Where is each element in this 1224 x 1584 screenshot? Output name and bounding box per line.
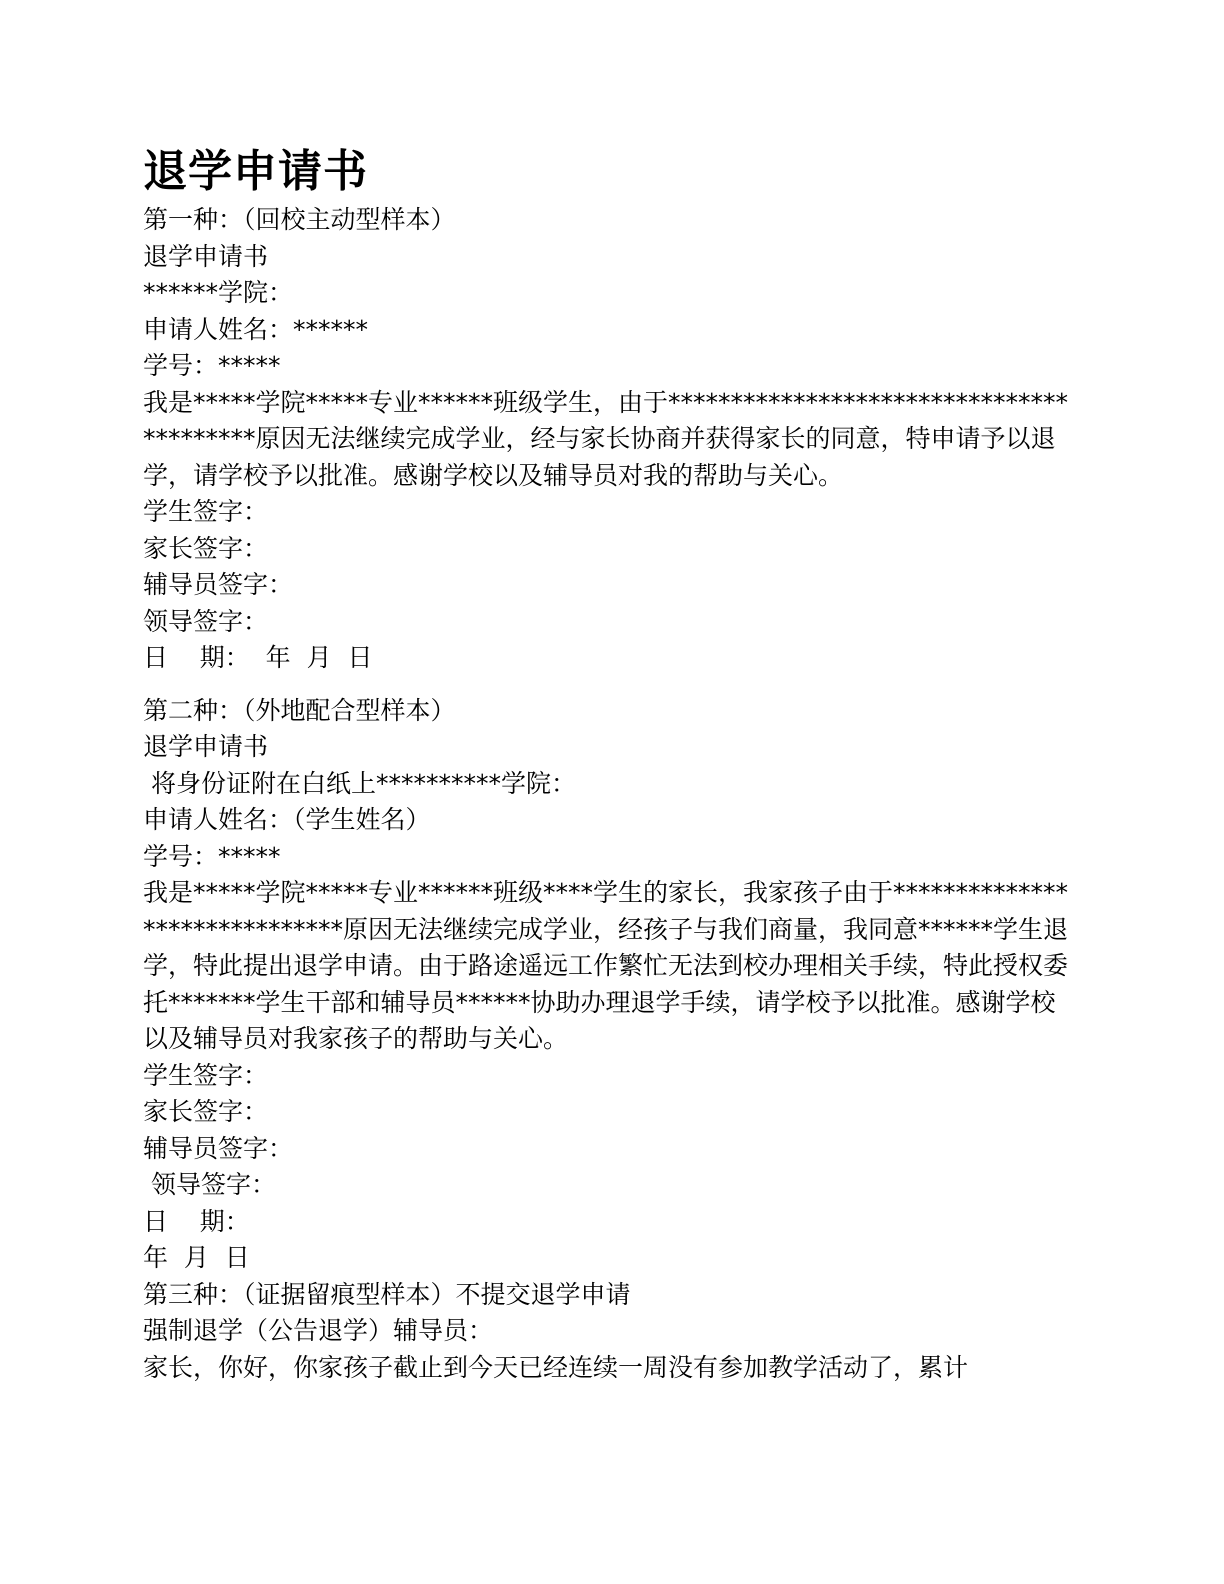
section-1-college: ******学院： — [143, 278, 294, 307]
section-1-student-sign: 学生签字： — [143, 497, 269, 526]
section-1-applicant: 申请人姓名：****** — [143, 314, 369, 344]
section-1-doc-title: 退学申请书 — [143, 241, 269, 271]
section-1-heading: 第一种：（回校主动型样本） — [143, 205, 456, 234]
section-2-body: 我是*****学院*****专业******班级****学生的家长，我家孩子由于******************************原因无法继续完成学业，经孩子与我们商量，我同意******学生退学，特此提出退学申请。由于路途遥远工作繁忙无法到校办理相关手续，特此授权委托*******学生干部和辅导员******协助办理退学手续，请学校予以批准。感谢学校以及辅导员对我家孩子的帮助与关心。 — [143, 878, 1069, 1053]
section-3-body: 家长，你好，你家孩子截止到今天已经连续一周没有参加教学活动了，累计 — [143, 1352, 969, 1382]
section-3-subheading: 强制退学（公告退学）辅导员： — [143, 1316, 494, 1345]
document-page — [143, 142, 1073, 1386]
section-2-doc-title: 退学申请书 — [143, 732, 269, 761]
section-1-body: 我是*****学院*****专业******班级学生，由于*****************************************原因无法继续完成学业，经与家长协商并获得家长的同意，特申请予以退学，请学校予以批准。感谢学校以及辅导员对我的帮助与关心。 — [143, 387, 1069, 490]
section-2-parent-sign: 家长签字： — [143, 1097, 269, 1126]
section-1-date: 日 期： 年 月 日 — [143, 643, 373, 672]
section-3 — [143, 1277, 1073, 1387]
section-1 — [143, 202, 1073, 677]
section-2-student-id: 学号：***** — [143, 841, 281, 871]
section-2 — [143, 693, 1073, 1277]
section-1-counselor-sign: 辅导员签字： — [143, 570, 294, 599]
section-3-heading: 第三种：（证据留痕型样本）不提交退学申请 — [143, 1279, 631, 1309]
section-2-date-label: 日 期： — [143, 1206, 250, 1236]
section-spacer — [143, 677, 1073, 693]
section-1-parent-sign: 家长签字： — [143, 533, 269, 563]
section-2-date-values: 年 月 日 — [143, 1243, 250, 1272]
section-2-student-sign: 学生签字： — [143, 1060, 269, 1090]
section-2-counselor-sign: 辅导员签字： — [143, 1133, 294, 1163]
section-2-heading: 第二种：（外地配合型样本） — [143, 695, 456, 725]
section-2-applicant: 申请人姓名：（学生姓名） — [143, 805, 431, 834]
document-title: 退学申请书 — [143, 146, 368, 197]
section-2-leader-sign: 领导签字： — [143, 1170, 276, 1199]
section-1-student-id: 学号：***** — [143, 351, 281, 380]
section-2-college: 将身份证附在白纸上**********学院： — [143, 768, 576, 798]
section-1-leader-sign: 领导签字： — [143, 606, 269, 636]
